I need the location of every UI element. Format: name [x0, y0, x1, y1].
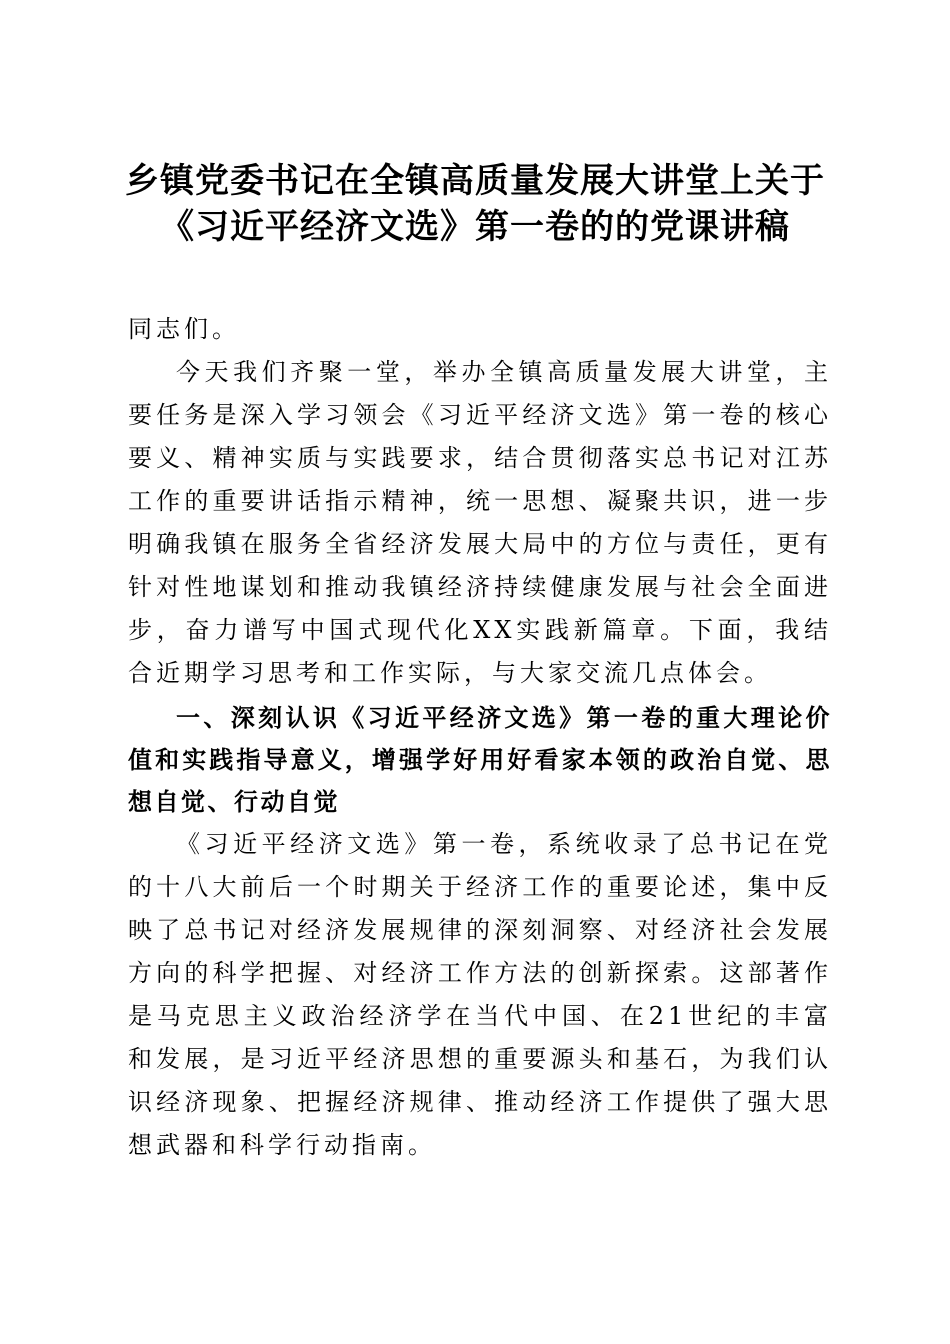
paragraph-section-1: 《习近平经济文选》第一卷，系统收录了总书记在党的十八大前后一个时期关于经济工作的重要论述，集中反映了总书记对经济发展规律的深刻洞察、对经济社会发展方向的科学把握、对经济工作方法的创新探索。这部著作是马克思主义政治经济学在当代中国、在21世纪的丰富和发展，是习近平经济思想的重要源头和基石，为我们认识经济现象、把握经济规律、推动经济工作提供了强大思想武器和科学行动指南。 [128, 830, 832, 1159]
salutation: 同志们。 [128, 315, 240, 343]
section-heading-1: 一、深刻认识《习近平经济文选》第一卷的重大理论价值和实践指导意义，增强学好用好看家本领的政治自觉、思想自觉、行动自觉 [128, 704, 832, 816]
title-line-1: 乡镇党委书记在全镇高质量发展大讲堂上关于 [125, 161, 825, 201]
title-line-2: 《习近平经济文选》第一卷的的党课讲稿 [160, 207, 790, 247]
document-body [128, 308, 832, 1167]
document-title [90, 158, 860, 250]
paragraph-intro: 今天我们齐聚一堂，举办全镇高质量发展大讲堂，主要任务是深入学习领会《习近平经济文选》第一卷的核心要义、精神实质与实践要求，结合贯彻落实总书记对江苏工作的重要讲话指示精神，统一思想、凝聚共识，进一步明确我镇在服务全省经济发展大局中的方位与责任，更有针对性地谋划和推动我镇经济持续健康发展与社会全面进步，奋力谱写中国式现代化XX实践新篇章。下面，我结合近期学习思考和工作实际，与大家交流几点体会。 [128, 358, 832, 687]
